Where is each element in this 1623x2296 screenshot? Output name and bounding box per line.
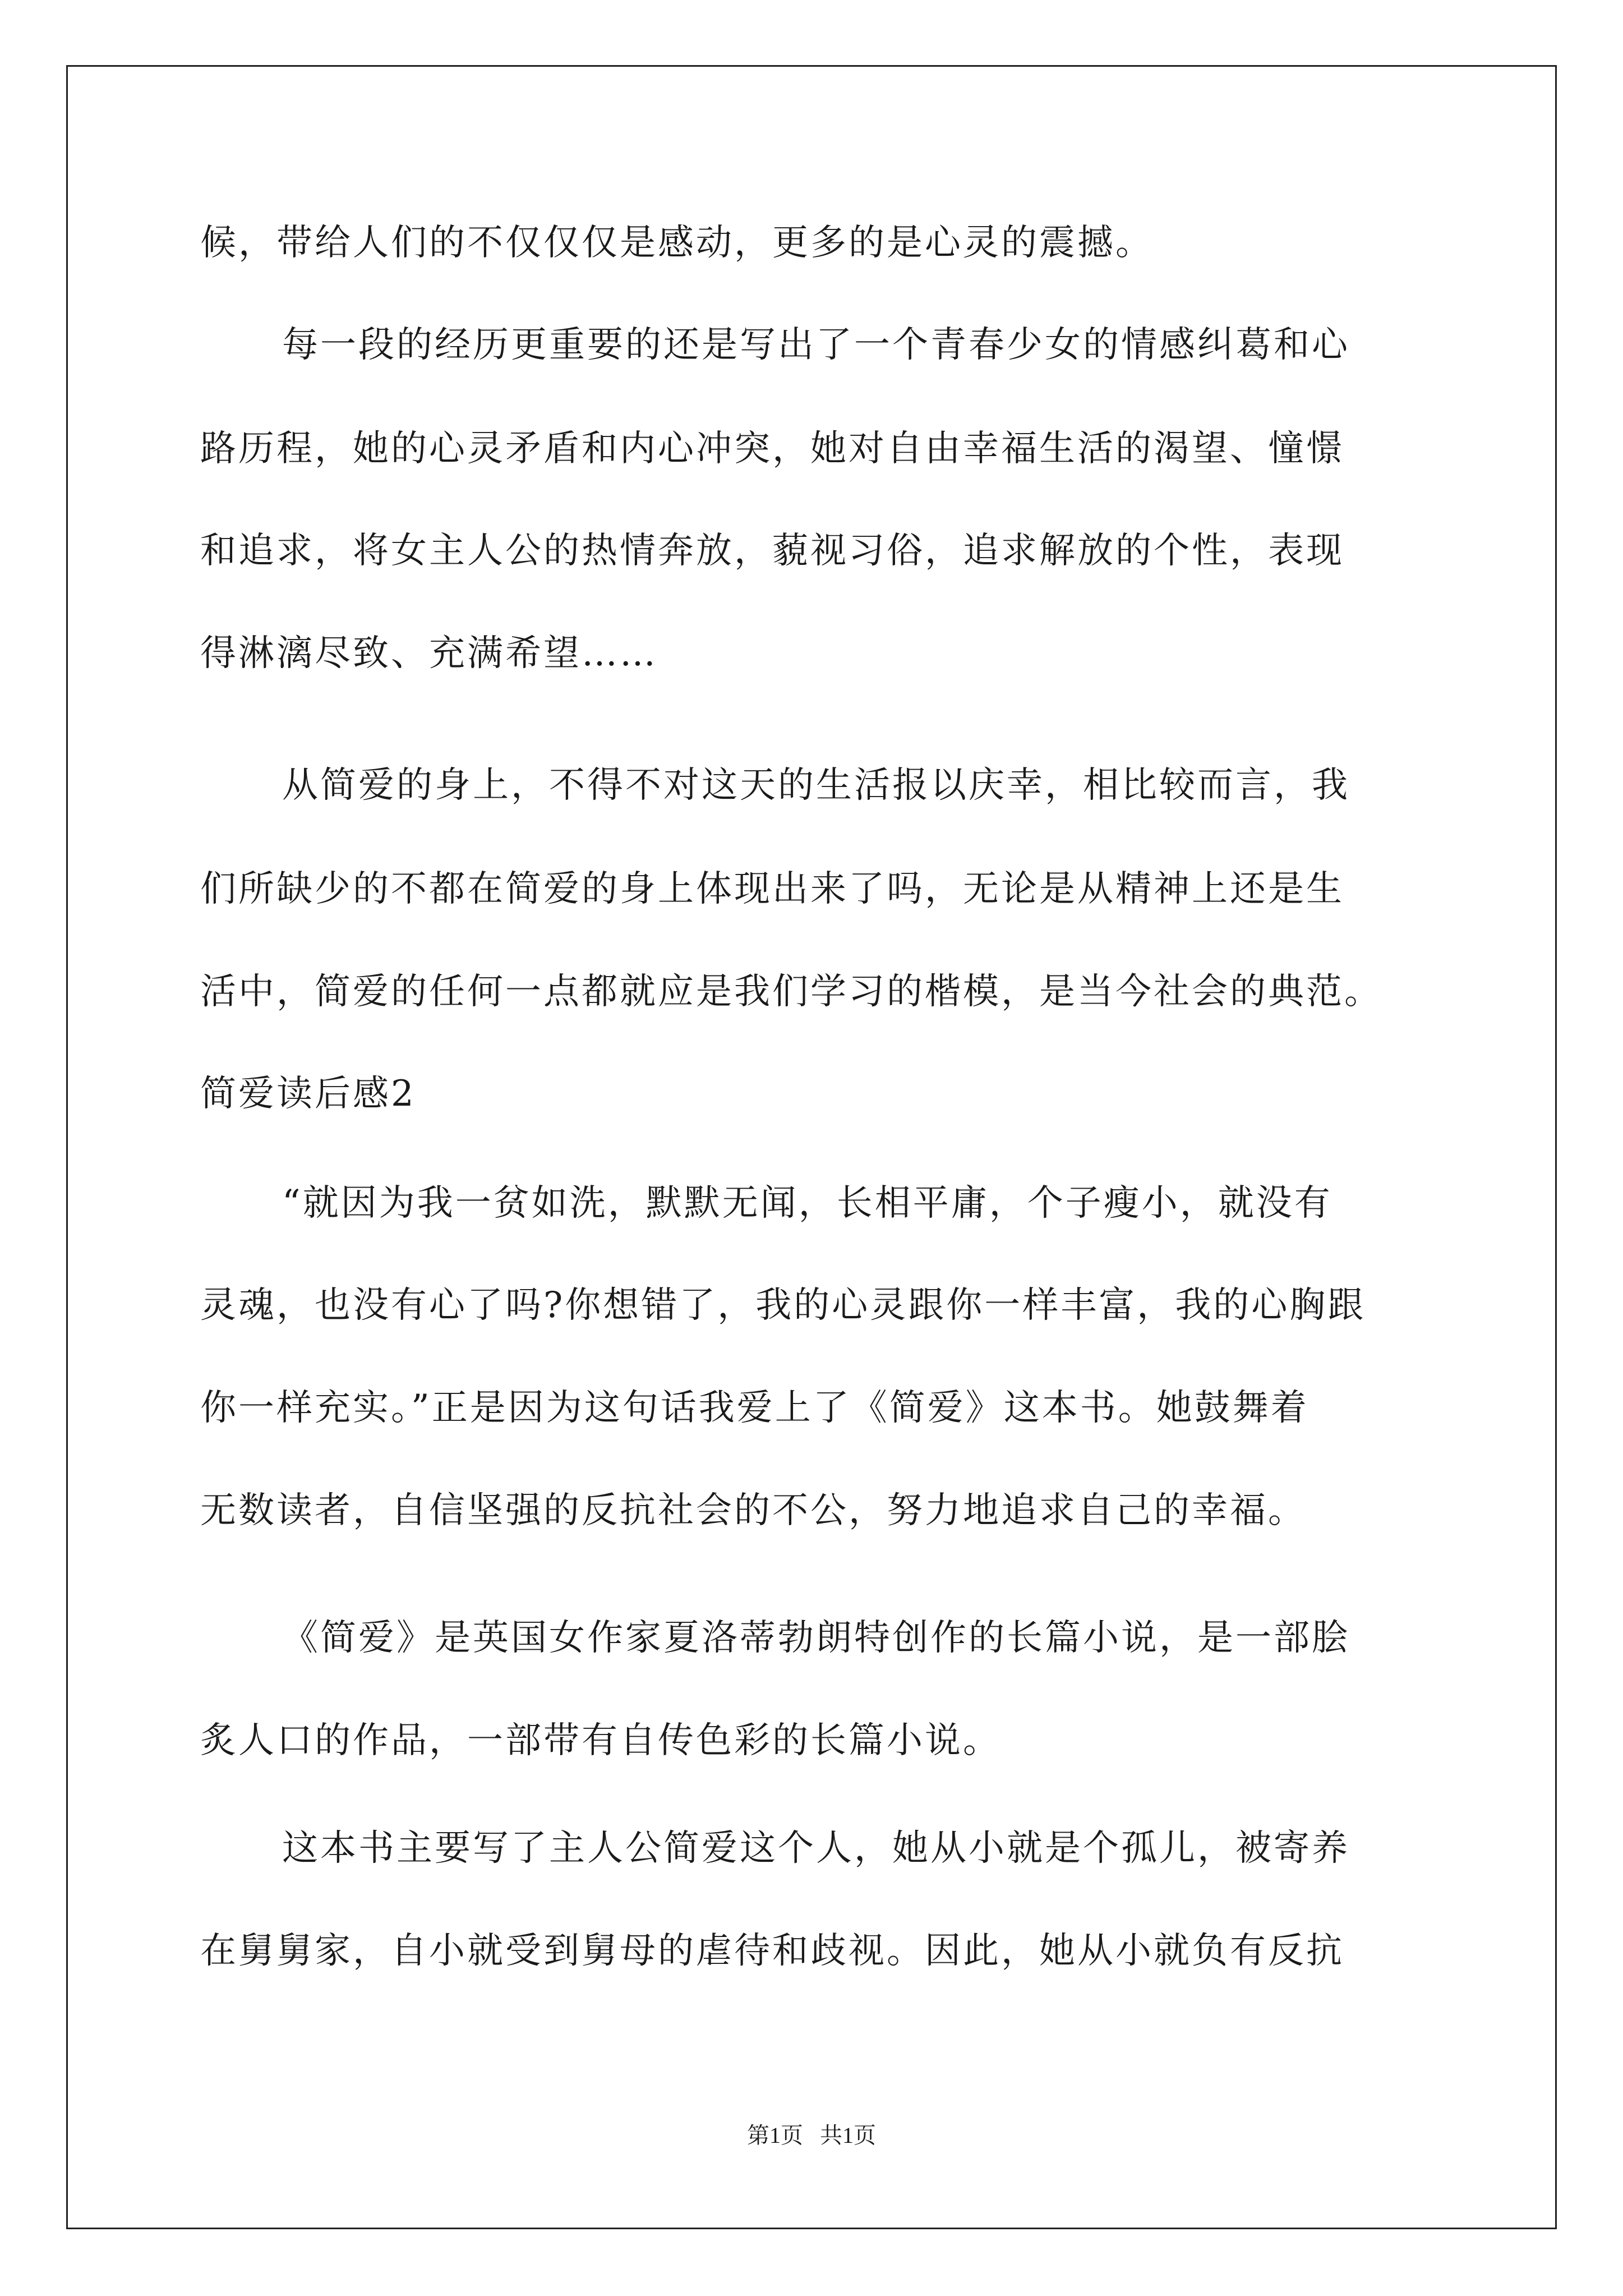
body-line-3: 路历程，她的心灵矛盾和内心冲突，她对自由幸福生活的渴望、憧憬 (200, 428, 1344, 470)
body-line-13: 无数读者，自信坚强的反抗社会的不公，努力地追求自己的幸福。 (200, 1490, 1306, 1531)
body-line-2: 每一段的经历更重要的还是写出了一个青春少女的情感纠葛和心 (282, 324, 1350, 366)
page-footer: 第1页 共1页 (747, 2123, 876, 2148)
body-line-11: 灵魂，也没有心了吗?你想错了，我的心灵跟你一样丰富，我的心胸跟 (200, 1285, 1366, 1326)
body-line-8: 活中，简爱的任何一点都就应是我们学习的楷模，是当今社会的典范。 (200, 971, 1382, 1013)
body-line-12: 你一样充实。”正是因为这句话我爱上了《简爱》这本书。她鼓舞着 (200, 1387, 1309, 1429)
body-line-6: 从简爱的身上，不得不对这天的生活报以庆幸，相比较而言，我 (282, 765, 1350, 806)
page-border (66, 65, 1557, 2229)
body-line-15: 炙人口的作品，一部带有自传色彩的长篇小说。 (200, 1720, 1001, 1761)
body-line-10: “就因为我一贫如洗，默默无闻，长相平庸，个子瘦小，就没有 (282, 1182, 1332, 1224)
body-line-1: 候，带给人们的不仅仅仅是感动，更多的是心灵的震撼。 (200, 222, 1154, 264)
body-line-14: 《简爱》是英国女作家夏洛蒂勃朗特创作的长篇小说，是一部脍 (282, 1617, 1350, 1659)
body-line-4: 和追求，将女主人公的热情奔放，藐视习俗，追求解放的个性，表现 (200, 530, 1344, 572)
body-line-7: 们所缺少的不都在简爱的身上体现出来了吗，无论是从精神上还是生 (200, 868, 1344, 910)
body-line-5: 得淋漓尽致、充满希望…… (200, 633, 658, 674)
section-heading: 简爱读后感2 (200, 1073, 416, 1115)
body-line-16: 这本书主要写了主人公简爱这个人，她从小就是个孤儿，被寄养 (282, 1828, 1350, 1869)
body-line-17: 在舅舅家，自小就受到舅母的虐待和歧视。因此，她从小就负有反抗 (200, 1930, 1344, 1972)
